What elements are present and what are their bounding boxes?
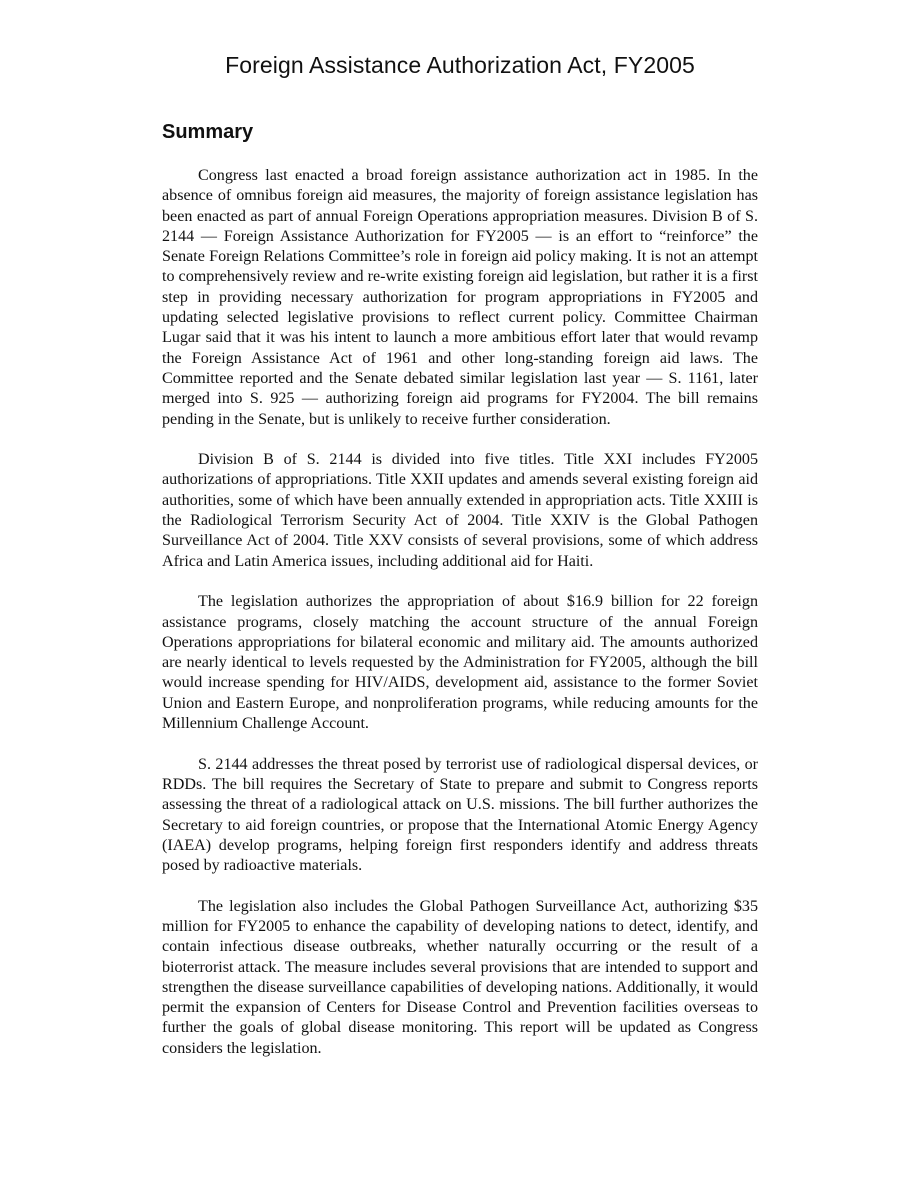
paragraph-radiological: S. 2144 addresses the threat posed by terrorist use of radiological dispersal devices, or RDDs. The bill requires the Secretary of State to prepare and submit to Congress reports assessing the threat of a radiological attack on U.S. missions. The bill further authorizes the Secretary to aid foreign countries, or propose that the International Atomic Energy Agency (IAEA) develop programs, helping foreign first responders identify and address threats posed by radioactive materials. [162, 755, 758, 875]
summary-body [162, 166, 758, 1079]
section-heading-summary: Summary [162, 121, 254, 143]
paragraph-appropriations: The legislation authorizes the appropriation of about $16.9 billion for 22 foreign assistance programs, closely matching the account structure of the annual Foreign Operations appropriations for bilateral economic and military aid. The amounts authorized are nearly identical to levels requested by the Administration for FY2005, although the bill would increase spending for HIV/AIDS, development aid, assistance to the former Soviet Union and Eastern Europe, and nonproliferation programs, while reducing amounts for the Millennium Challenge Account. [162, 593, 758, 733]
paragraph-titles: Division B of S. 2144 is divided into five titles. Title XXI includes FY2005 authorizations of appropriations. Title XXII updates and amends several existing foreign aid authorities, some of which have been annually extended in appropriation acts. Title XXIII is the Radiological Terrorism Security Act of 2004. Title XXIV is the Global Pathogen Surveillance Act of 2004. Title XXV consists of several provisions, some of which address Africa and Latin America issues, including additional aid for Haiti. [162, 451, 758, 570]
document-title: Foreign Assistance Authorization Act, FY2005 [225, 52, 695, 78]
paragraph-overview: Congress last enacted a broad foreign assistance authorization act in 1985. In the absence of omnibus foreign aid measures, the majority of foreign assistance legislation has been enacted as part of annual Foreign Operations appropriation measures. Division B of S. 2144 — Foreign Assistance Authorization for FY2005 — is an effort to “reinforce” the Senate Foreign Relations Committee’s role in foreign aid policy making. It is not an attempt to comprehensively review and re-write existing foreign aid legislation, but rather it is a first step in providing necessary authorization for program appropriations in FY2005 and updating selected legislative provisions to reflect current policy. Committee Chairman Lugar said that it was his intent to launch a more ambitious effort later that would revamp the Foreign Assistance Act of 1961 and other long-standing foreign aid laws. The Committee reported and the Senate debated similar legislation last year — S. 1161, later merged into S. 925 — authorizing foreign aid programs for FY2004. The bill remains pending in the Senate, but is unlikely to receive further consideration. [162, 167, 758, 428]
paragraph-pathogen: The legislation also includes the Global Pathogen Surveillance Act, authorizing $35 million for FY2005 to enhance the capability of developing nations to detect, identify, and contain infectious disease outbreaks, whether naturally occurring or the result of a bioterrorist attack. The measure includes several provisions that are intended to support and strengthen the disease surveillance capabilities of developing nations. Additionally, it would permit the expansion of Centers for Disease Control and Prevention facilities overseas to further the goals of global disease monitoring. This report will be updated as Congress considers the legislation. [162, 897, 758, 1057]
